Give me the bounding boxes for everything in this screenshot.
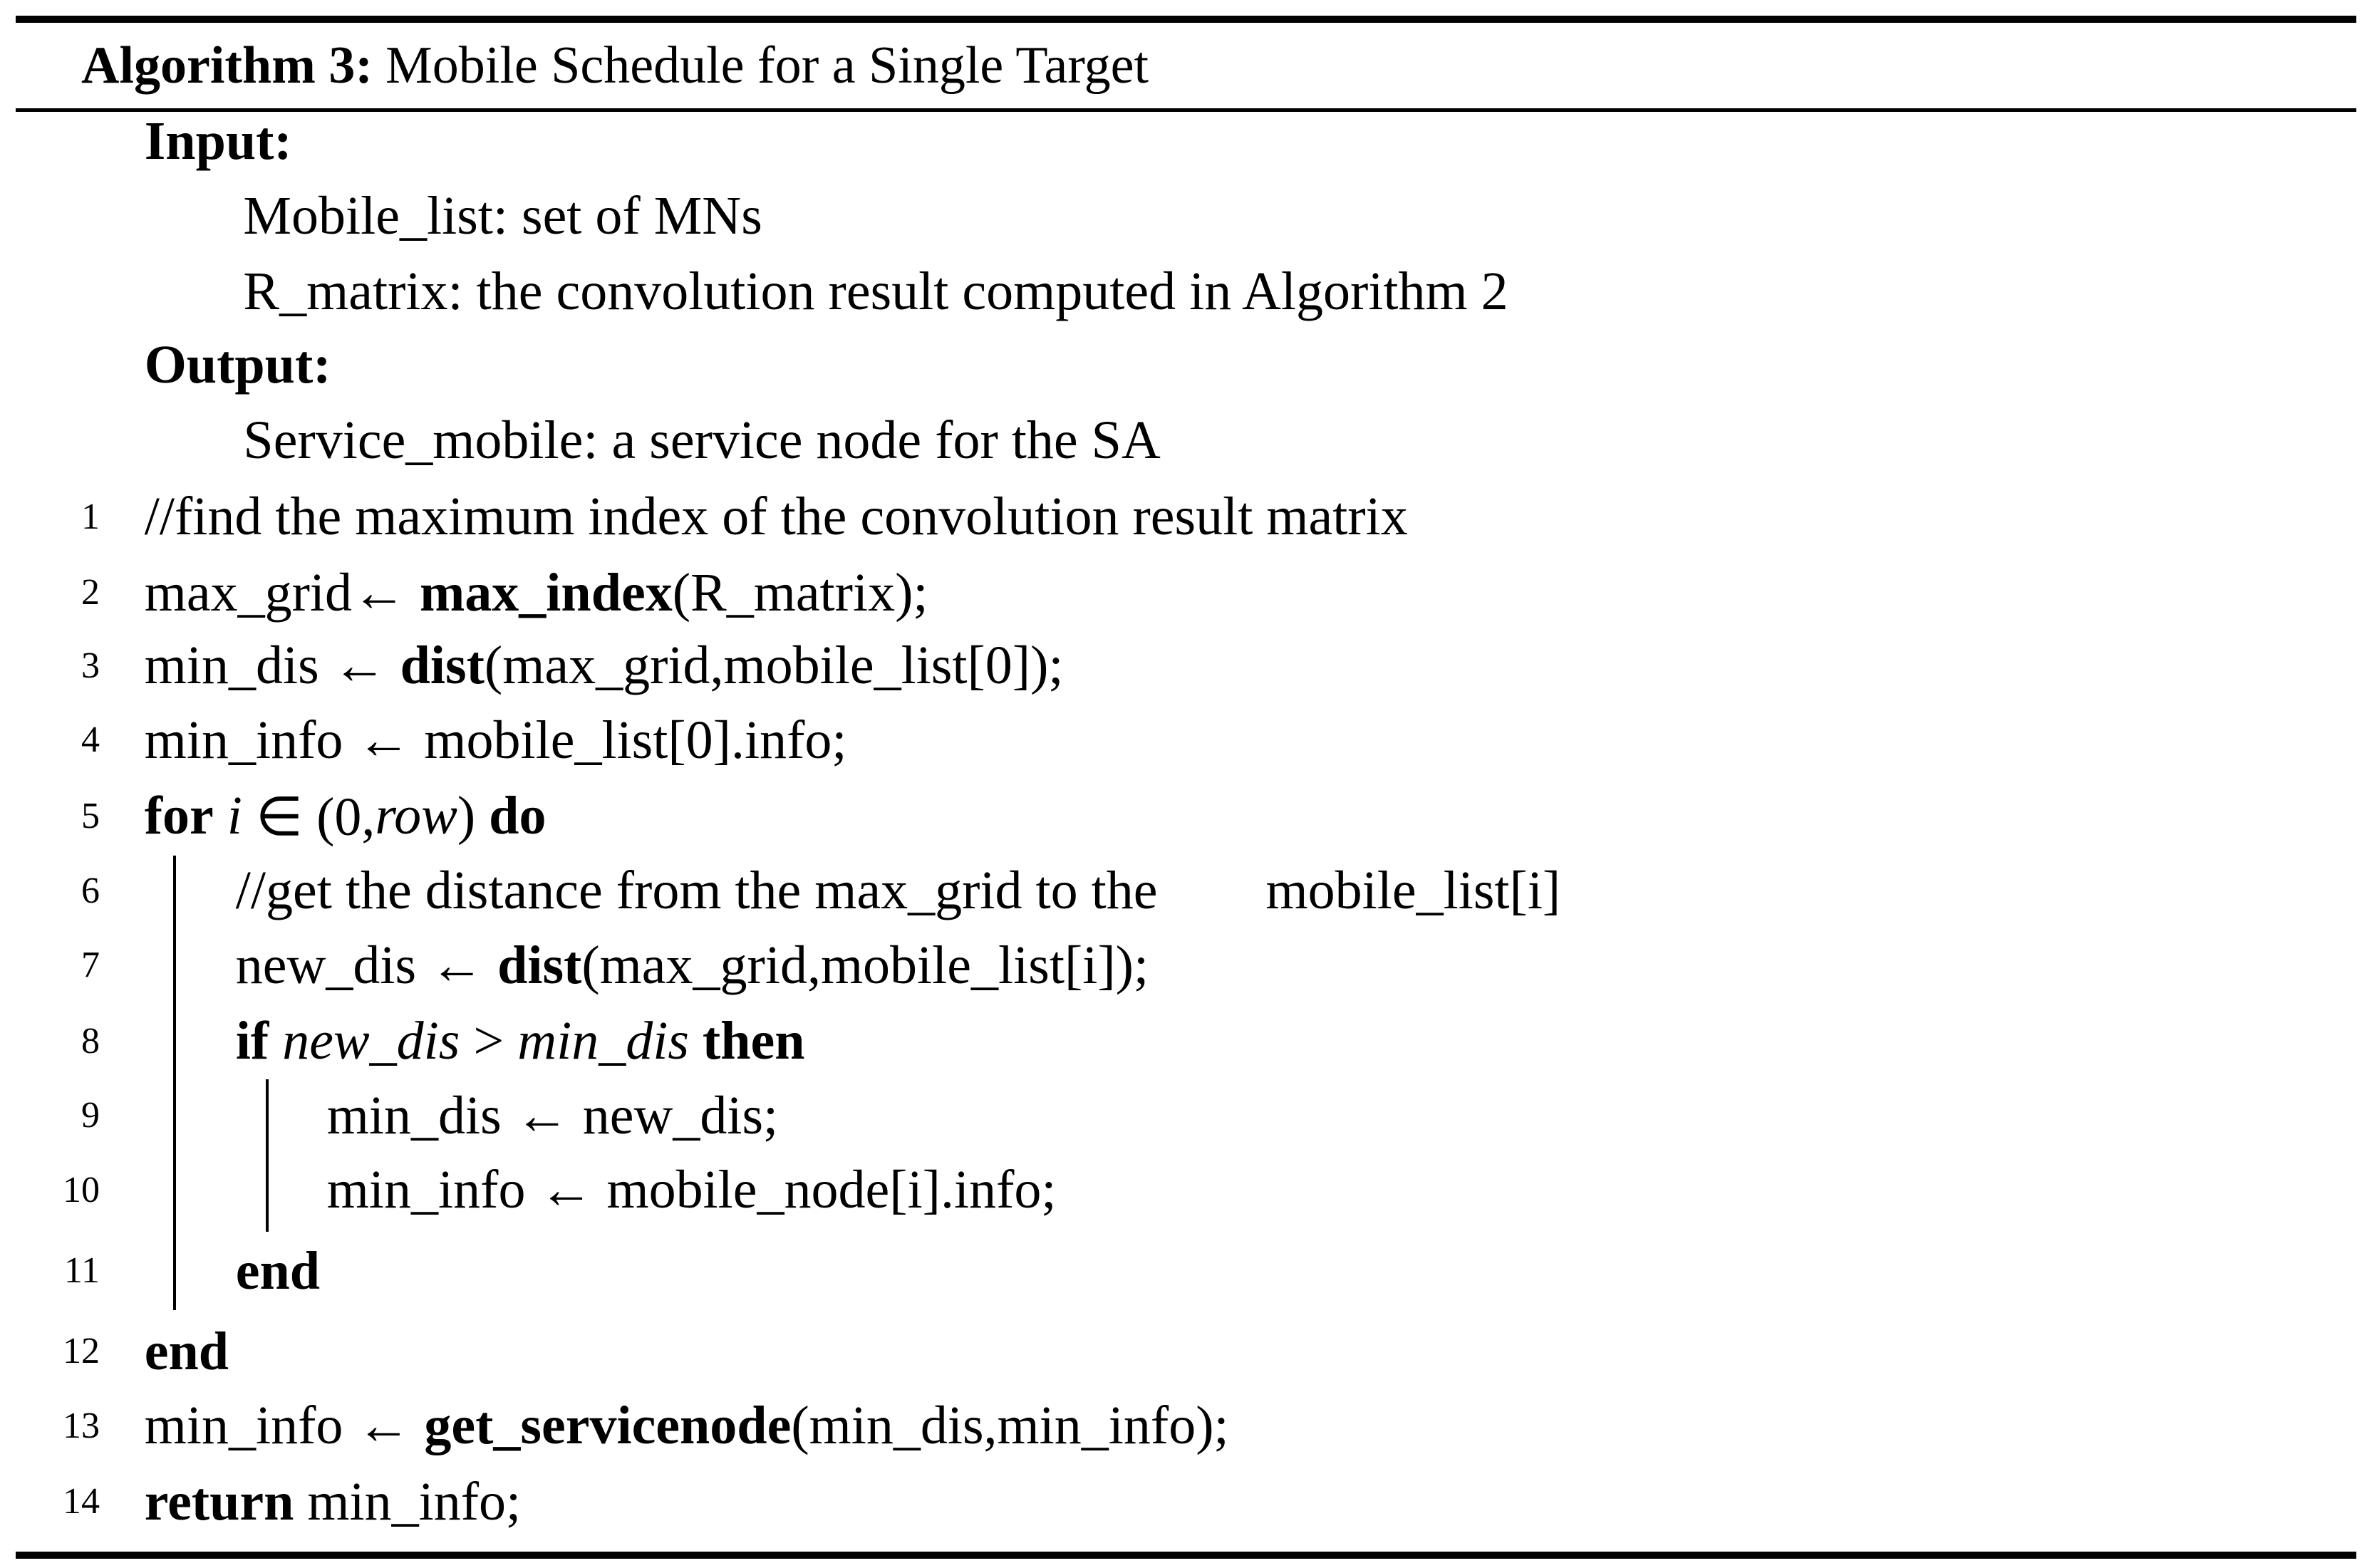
code-text: min_info ← mobile_node[i].info;: [326, 1160, 1057, 1220]
code-text: max_grid←: [144, 562, 420, 623]
line-number: 1: [81, 496, 100, 537]
code-text: min_info ←: [144, 1396, 425, 1456]
keyword: end: [144, 1321, 229, 1381]
line-number: 7: [81, 945, 100, 986]
output-label: Output:: [144, 334, 331, 395]
code-text: //find the maximum index of the convolution result matrix: [144, 487, 1408, 547]
code-text: min_dis ← new_dis;: [326, 1085, 779, 1146]
output-item: Service_mobile: a service node for the SA: [243, 410, 1161, 471]
line-number: 4: [81, 720, 100, 761]
code-line: [236, 856, 1560, 927]
keyword: do: [489, 786, 547, 846]
code-text: (R_matrix);: [672, 562, 928, 623]
algorithm-label: Algorithm 3:: [81, 36, 373, 95]
code-text: min_dis ←: [144, 635, 400, 696]
line-number: 8: [81, 1020, 100, 1061]
line-number: 11: [63, 1250, 100, 1291]
math-variable: min_dis: [517, 1011, 689, 1071]
code-line: [145, 557, 928, 628]
code-text: (min_dis,min_info);: [791, 1396, 1229, 1456]
code-line: [145, 630, 1064, 702]
code-text: (max_grid,mobile_list[i]);: [581, 935, 1149, 995]
code-line: [236, 1235, 320, 1307]
code-line: [145, 1466, 521, 1537]
math-variable: new_dis: [269, 1011, 460, 1071]
line-number: 14: [63, 1481, 100, 1522]
keyword: dist: [497, 935, 582, 995]
code-line: [327, 1080, 778, 1151]
top-rule: [16, 16, 2356, 23]
line-number: 13: [63, 1405, 100, 1446]
input-item: R_matrix: the convolution result computed in Algorithm 2: [243, 261, 1508, 322]
code-line: [327, 1155, 1057, 1226]
input-label: Input:: [144, 110, 292, 171]
for-block-bar: [173, 856, 176, 1310]
line-number: 6: [81, 870, 100, 911]
keyword: return: [144, 1471, 294, 1532]
code-text: ∈ (0,: [242, 786, 376, 847]
algorithm-block: [16, 16, 2356, 112]
code-line: [145, 482, 1408, 553]
code-text: new_dis ←: [235, 935, 498, 995]
keyword: then: [688, 1011, 805, 1071]
keyword: get_servicenode: [424, 1396, 792, 1456]
input-item: Mobile_list: set of MNs: [243, 185, 762, 246]
line-number: 5: [81, 795, 100, 836]
code-text: min_info ← mobile_list[0].info;: [144, 710, 847, 770]
algorithm-caption: [16, 23, 2356, 108]
keyword: if: [235, 1011, 269, 1071]
code-line: [145, 1316, 229, 1387]
keyword: for: [144, 786, 214, 846]
code-text: >: [460, 1011, 518, 1071]
code-text: ): [457, 786, 490, 846]
line-number: 3: [81, 645, 100, 686]
code-line: [145, 705, 847, 776]
line-number: 12: [63, 1331, 100, 1372]
if-block-bar: [266, 1079, 269, 1231]
code-line: [145, 781, 547, 852]
code-text: (max_grid,mobile_list[0]);: [484, 635, 1064, 696]
code-text: //get the distance from the max_grid to the mobile_list[i]: [235, 861, 1561, 920]
code-text: min_info;: [294, 1471, 522, 1532]
code-line: [236, 1006, 805, 1077]
math-variable: row: [375, 786, 457, 846]
algorithm-title: Mobile Schedule for a Single Target: [385, 36, 1149, 95]
keyword: end: [235, 1240, 321, 1301]
caption-rule: [16, 108, 2356, 112]
keyword: max_index: [420, 562, 673, 623]
bottom-rule: [16, 1552, 2356, 1559]
keyword: dist: [400, 635, 485, 696]
line-number: 10: [63, 1169, 100, 1210]
math-variable: i: [213, 786, 242, 846]
code-line: [145, 1391, 1229, 1462]
line-number: 9: [81, 1095, 100, 1136]
line-number: 2: [81, 572, 100, 613]
code-line: [236, 930, 1149, 1001]
